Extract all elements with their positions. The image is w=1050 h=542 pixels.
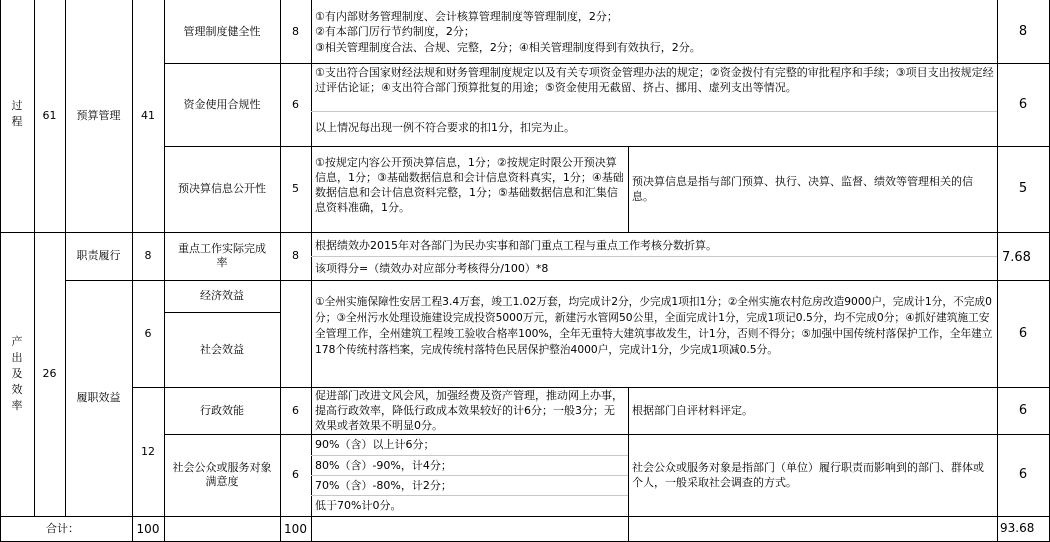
row-admin-final: 6 [1018, 402, 1028, 418]
row-keywork-line-1: 根据绩效办2015年对各部门为民办实事和部门重点工程与重点工作考核分数折算。 [315, 239, 717, 252]
row-mgmt-name: 管理制度健全性 [183, 24, 261, 38]
row-keywork-name: 重点工作实际完成率 [178, 242, 266, 269]
row-disclosure-name: 预决算信息公开性 [178, 182, 266, 195]
category-effect-label: 履职效益 [76, 391, 121, 404]
row-admin-score: 6 [292, 403, 299, 417]
row-social-criteria: ①全州实施保障性安居工程3.4万套，竣工1.02万套，均完成计2分，少完成1项扣1分；②全州实施农村危房改造9000户，完成计1分，不完成0分；③全州污水处理设施建设完成投资5000万元，新建污水管网50公里，全面完成计1分，完成1项记0.5分，均不完成0分；④抓好建筑施工安全管理工作，全州建筑工程竣工验收合格率100%，全年无重特大建筑事故发生，计1分，否则不得分；⑤加强中国传统村落保护工作，全年建立178个传统村落档案，完成传统村落特色民居保护整治4000户，完成计1分，少完成1项减0.5分。 [315, 295, 993, 356]
row-satisfaction-score: 6 [292, 468, 299, 481]
row-mgmt-line-3: ③相关管理制度合法、合规、完整，2分；④相关管理制度得到有效执行，2分。 [315, 41, 701, 54]
category-effect-score-a: 6 [144, 326, 152, 340]
row-mgmt-line-1: ①有内部财务管理制度、会计核算管理制度等管理制度，2分； [315, 10, 618, 23]
row-keywork-final: 7.68 [1002, 250, 1031, 265]
row-disclosure-desc: 预决算信息是指与部门预算、执行、决算、监督、绩效等管理相关的信息。 [632, 175, 973, 203]
row-satisfaction-line-2: 80%（含）-90%，计4分； [315, 459, 452, 472]
total-label: 合计： [46, 522, 79, 535]
row-disclosure-final: 5 [1018, 181, 1028, 196]
row-keywork-score: 8 [292, 249, 299, 262]
row-fund-final: 6 [1018, 96, 1028, 112]
category-effect-score-b: 12 [141, 444, 155, 458]
category-budget-score: 41 [141, 109, 155, 122]
section-output-label: 产出及效率 [11, 335, 23, 412]
row-mgmt-score: 8 [292, 24, 299, 38]
section-process-label: 过程 [11, 99, 23, 128]
total-score-b: 100 [284, 521, 307, 536]
row-admin-desc: 根据部门自评材料评定。 [632, 404, 753, 417]
row-social-final: 6 [1018, 325, 1028, 341]
row-satisfaction-line-3: 70%（含）-80%，计2分； [315, 479, 452, 492]
row-satisfaction-desc: 社会公众或服务对象是指部门（单位）履行职责而影响到的部门、群体或个人，一般采取社会调查的方式。 [632, 461, 984, 489]
row-social-name: 社会效益 [200, 342, 244, 356]
section-output-score: 26 [42, 367, 57, 380]
row-keywork-line-2: 该项得分=（绩效办对应部分考核得分/100）*8 [315, 262, 549, 275]
row-admin-name: 行政效能 [200, 403, 244, 417]
row-fund-name: 资金使用合规性 [183, 97, 261, 111]
row-satisfaction-name: 社会公众或服务对象满意度 [172, 461, 272, 488]
row-mgmt-line-2: ②有本部门厉行节约制度，2分； [315, 25, 475, 38]
total-final: 93.68 [1000, 521, 1035, 535]
row-satisfaction-line-1: 90%（含）以上计6分； [315, 438, 435, 451]
row-satisfaction-final: 6 [1018, 467, 1028, 482]
category-budget-label: 预算管理 [76, 109, 121, 122]
section-process-score: 61 [42, 109, 57, 122]
total-score-a: 100 [136, 521, 160, 536]
row-fund-criteria: ①支出符合国家财经法规和财务管理制度规定以及有关专项资金管理办法的规定；②资金拨付有完整的审批程序和手续；③项目支出按规定经过评估论证；④支出符合部门预算批复的用途；⑤资金使用无截留、挤占、挪用、虚列支出等情况。 [315, 66, 994, 94]
row-fund-note: 以上情况每出现一例不符合要求的扣1分，扣完为止。 [315, 121, 575, 134]
row-fund-score: 6 [292, 97, 299, 111]
category-duty-label: 职责履行 [76, 249, 121, 262]
row-disclosure-criteria: ①按规定内容公开预决算信息，1分；②按规定时限公开预决算信息，1分；③基础数据信息和会计信息资料真实，1分；④基础数据信息和会计信息资料完整，1分；⑤基础数据信息和汇集信息资料准确，1分。 [315, 156, 624, 214]
category-duty-score: 8 [144, 249, 152, 262]
row-satisfaction-line-4: 低于70%计0分。 [315, 499, 402, 512]
row-disclosure-score: 5 [292, 182, 299, 195]
row-econ-name: 经济效益 [200, 289, 244, 302]
row-admin-criteria: 促进部门改进文风会风，加强经费及资产管理，推动网上办事，提高行政效率，降低行政成本效果较好的计6分；一般3分；无效果或者效果不明显0分。 [315, 389, 623, 432]
row-mgmt-final: 8 [1018, 23, 1028, 39]
